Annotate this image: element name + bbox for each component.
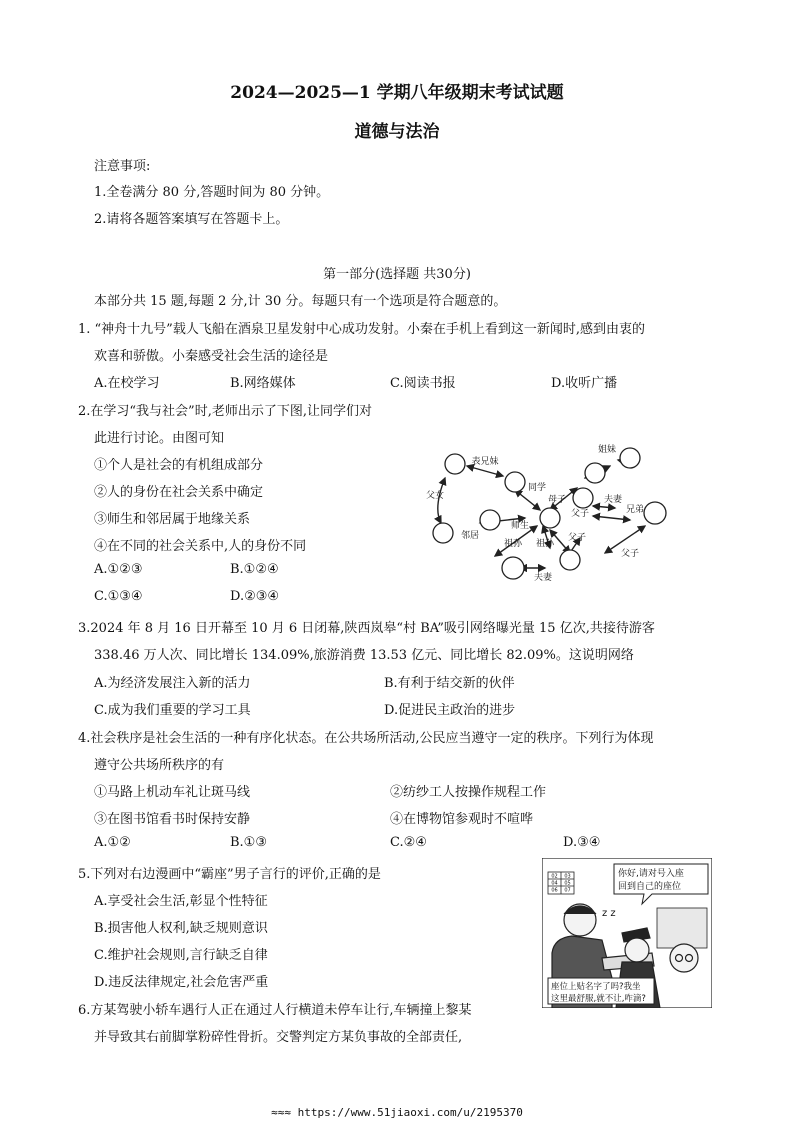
option-a: A.①② (94, 835, 131, 850)
svg-text:06: 06 (551, 887, 558, 894)
option-c: C.成为我们重要的学习工具 (94, 703, 251, 718)
option-d: D.②③④ (230, 589, 280, 604)
relation-label: 母子 (547, 495, 567, 505)
section-title: 第一部分(选择题 共30分) (323, 267, 471, 282)
statement-1: ①个人是社会的有机组成部分 (94, 458, 264, 473)
relation-label: 父子 (567, 533, 587, 543)
attendant-head (625, 938, 649, 962)
section-intro: 本部分共 15 题,每题 2 分,计 30 分。每题只有一个选项是符合题意的。 (94, 294, 507, 309)
option-c: C.②④ (390, 835, 427, 850)
question-1-line-1: 1. “神舟十九号”载人飞船在酒泉卫星发射中心成功发射。小秦在手机上看到这一新闻时,感到由衷的 (78, 322, 645, 337)
svg-text:02: 02 (551, 873, 558, 880)
relation-label: 父子 (620, 549, 640, 559)
question-3-line-2: 338.46 万人次、同比增长 134.09%,旅游消费 13.53 亿元、同比增长 82.09%。这说明网络 (94, 648, 634, 663)
person-icon (433, 523, 453, 543)
relation-label: 师生 (510, 521, 530, 531)
option-c: C.①③④ (94, 589, 143, 604)
question-4-line-2: 遵守公共场所秩序的有 (94, 758, 225, 773)
option-a: A.享受社会生活,彰显个性特征 (94, 894, 268, 909)
option-a: A.在校学习 (94, 376, 160, 391)
question-6-line-2: 并导致其右前脚掌粉碎性骨折。交警判定方某负事故的全部责任, (94, 1030, 463, 1045)
person-icon (445, 454, 465, 474)
statement-3: ③在图书馆看书时保持安静 (94, 812, 251, 827)
svg-text:07: 07 (564, 887, 571, 894)
statement-1: ①马路上机动车礼让斑马线 (94, 785, 251, 800)
option-b: B.损害他人权利,缺乏规则意识 (94, 921, 268, 936)
option-d: D.违反法律规定,社会危害严重 (94, 975, 269, 990)
notice-item: 1.全卷满分 80 分,答题时间为 80 分钟。 (94, 185, 330, 200)
person-icon (573, 488, 593, 508)
person-icon (502, 557, 524, 579)
statement-2: ②人的身份在社会关系中确定 (94, 485, 264, 500)
option-a: A.①②③ (94, 562, 143, 577)
svg-text:05: 05 (564, 880, 571, 887)
statement-2: ②纺纱工人按操作规程工作 (390, 785, 547, 800)
statement-4: ④在不同的社会关系中,人的身份不同 (94, 539, 307, 554)
option-c: C.阅读书报 (390, 376, 456, 391)
notice-item: 2.请将各题答案填写在答题卡上。 (94, 212, 289, 227)
subject-title: 道德与法治 (354, 122, 440, 142)
exam-title: 2024—2025—1 学期八年级期末考试试题 (230, 83, 564, 103)
question-1-line-2: 欢喜和骄傲。小秦感受社会生活的途径是 (94, 349, 329, 364)
snore-icon: z z (602, 908, 616, 919)
option-b: B.网络媒体 (230, 376, 296, 391)
footer-url[interactable]: https://www.51jiaoxi.com/u/2195370 (297, 1106, 523, 1119)
option-d: D.③④ (563, 835, 601, 850)
notice-heading: 注意事项: (94, 159, 151, 174)
relation-label: 姐妹 (597, 445, 617, 455)
option-b: B.有利于结交新的伙伴 (384, 676, 515, 691)
footer-watermark (0, 1106, 794, 1119)
svg-text:座位上贴名字了吗?我坐: 座位上贴名字了吗?我坐 (551, 982, 641, 992)
svg-text:03: 03 (564, 873, 571, 880)
relation-label: 兄弟 (625, 505, 645, 515)
question-2-line-1: 2.在学习“我与社会”时,老师出示了下图,让同学们对 (78, 404, 372, 419)
statement-3: ③师生和邻居属于地缘关系 (94, 512, 251, 527)
question-2-line-2: 此进行讨论。由图可知 (94, 431, 225, 446)
person-icon (505, 472, 525, 492)
statement-4: ④在博物馆参观时不喧哗 (390, 812, 534, 827)
seat-hogging-cartoon (542, 858, 712, 1008)
option-b: B.①③ (230, 835, 267, 850)
footer-mark: ≈≈≈ (271, 1106, 292, 1119)
option-d: D.收听广播 (551, 376, 618, 391)
svg-text:回到自己的座位: 回到自己的座位 (618, 882, 682, 892)
person-icon (560, 550, 580, 570)
option-c: C.维护社会规则,言行缺乏自律 (94, 948, 268, 963)
person-icon (480, 510, 500, 530)
person-icon (644, 502, 666, 524)
option-d: D.促进民主政治的进步 (384, 703, 516, 718)
svg-text:你好,请对号入座: 你好,请对号入座 (618, 869, 684, 879)
relation-label: 表兄妹 (471, 457, 499, 467)
relation-label: 夫妻 (533, 573, 553, 583)
relation-label: 父子 (570, 509, 590, 519)
svg-text:这里最舒服,就不让,咋滴?: 这里最舒服,就不让,咋滴? (551, 994, 646, 1004)
person-icon (585, 463, 605, 483)
option-b: B.①②④ (230, 562, 279, 577)
person-icon (620, 448, 640, 468)
svg-text:04: 04 (551, 880, 558, 887)
question-4-line-1: 4.社会秩序是社会生活的一种有序化状态。在公共场所活动,公民应当遵守一定的秩序。下列行为体现 (78, 731, 654, 746)
question-6-line-1: 6.方某驾驶小轿车遇行人正在通过人行横道未停车让行,车辆撞上黎某 (78, 1003, 472, 1018)
passenger-head (670, 944, 698, 972)
question-5-line-1: 5.下列对右边漫画中“霸座”男子言行的评价,正确的是 (78, 867, 381, 882)
person-icon (540, 508, 560, 528)
relation-label: 邻居 (460, 531, 480, 541)
relation-label: 同学 (527, 483, 547, 493)
option-a: A.为经济发展注入新的活力 (94, 676, 251, 691)
social-relations-diagram (425, 438, 690, 588)
question-3-line-1: 3.2024 年 8 月 16 日开幕至 10 月 6 日闭幕,陕西岚皋“村 BA”吸引网络曝光量 15 亿次,共接待游客 (78, 621, 655, 636)
relation-label: 祖孙 (503, 539, 523, 549)
relation-label: 夫妻 (603, 495, 623, 505)
relation-label: 祖孙 (535, 539, 555, 549)
relation-label: 父女 (425, 491, 445, 501)
